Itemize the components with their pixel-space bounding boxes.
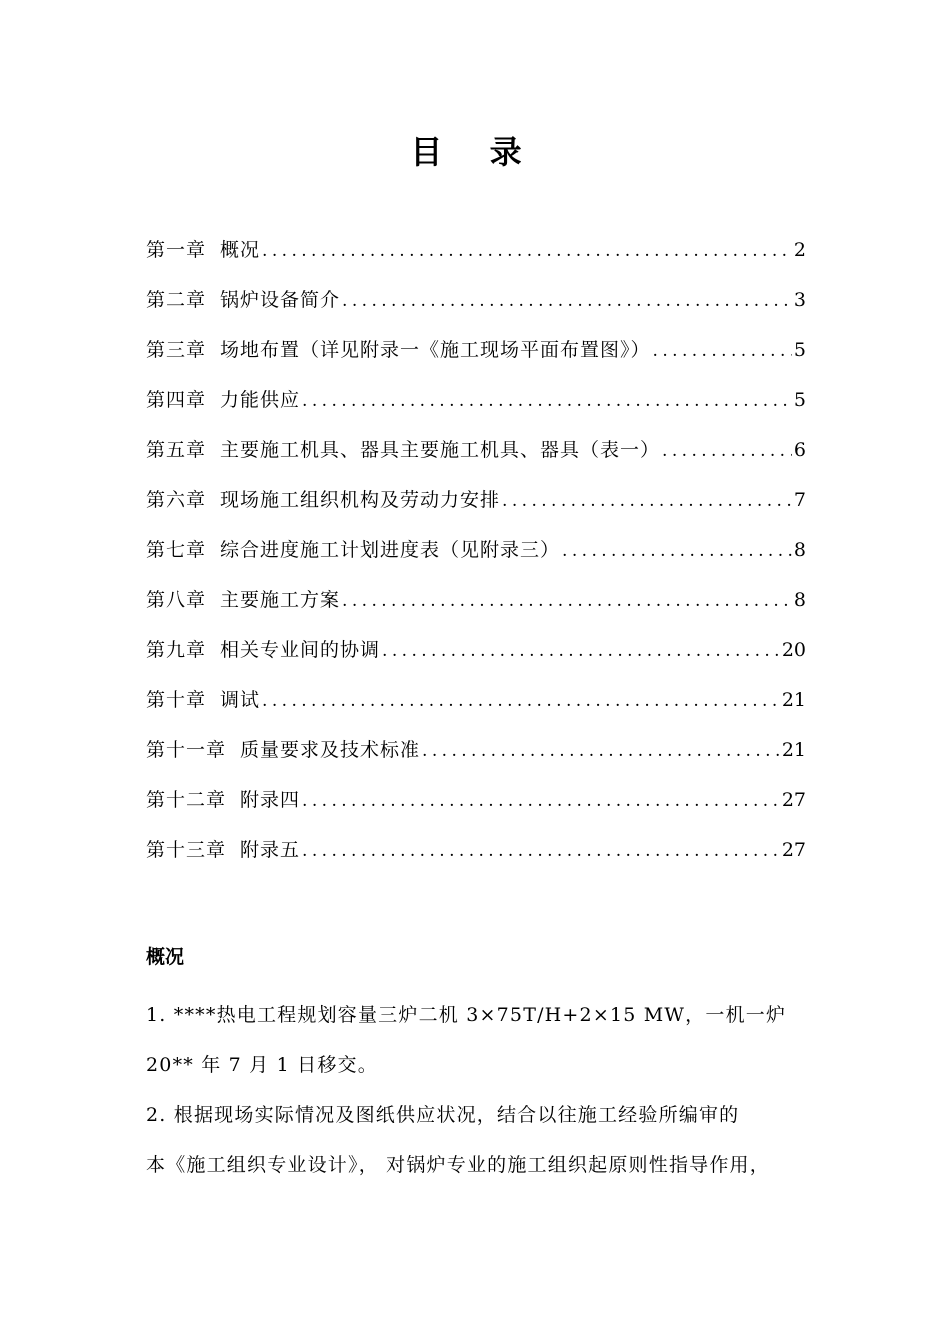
toc-dot-leader — [302, 384, 792, 418]
toc-dot-leader — [262, 684, 780, 718]
toc-dot-leader — [502, 484, 792, 518]
toc-entry[interactable] — [146, 583, 806, 633]
page-title: 目 录 — [410, 133, 540, 171]
toc-chapter-title: 调试 — [220, 689, 261, 711]
toc-chapter-number: 第十二章 — [146, 789, 227, 811]
toc-chapter-number: 第八章 — [146, 589, 207, 611]
toc-dot-leader — [562, 534, 792, 568]
toc-dot-leader — [302, 784, 780, 818]
paragraph — [146, 1095, 810, 1186]
toc-page-number: 21 — [781, 689, 806, 711]
toc-entry[interactable] — [146, 683, 806, 733]
toc-chapter-title: 主要施工方案 — [220, 589, 341, 611]
toc-page-number: 3 — [793, 289, 806, 311]
toc-chapter-number: 第二章 — [146, 289, 207, 311]
toc-page-number: 5 — [793, 339, 806, 361]
toc-entry[interactable] — [146, 733, 806, 783]
toc-chapter-number: 第十一章 — [146, 739, 227, 761]
toc-chapter-title: 力能供应 — [220, 389, 301, 411]
toc-entry[interactable] — [146, 333, 806, 383]
toc-chapter-title: 现场施工组织机构及劳动力安排 — [220, 489, 501, 511]
toc-chapter-number: 第十三章 — [146, 839, 227, 861]
toc-page-number: 27 — [781, 839, 806, 861]
toc-chapter-number: 第四章 — [146, 389, 207, 411]
section-body — [146, 995, 810, 1195]
toc-chapter-title: 综合进度施工计划进度表（见附录三） — [220, 539, 561, 561]
toc-entry[interactable] — [146, 233, 806, 283]
toc-dot-leader — [342, 584, 792, 618]
toc-entry[interactable] — [146, 833, 806, 883]
toc-entry[interactable] — [146, 533, 806, 583]
paragraph-line: 2. 根据现场实际情况及图纸供应状况，结合以往施工经验所编审的 — [146, 1104, 740, 1126]
toc-entry[interactable] — [146, 283, 806, 333]
toc-page-number: 2 — [793, 239, 806, 261]
toc-page-number: 27 — [781, 789, 806, 811]
toc-chapter-number: 第十章 — [146, 689, 207, 711]
paragraph-line: 本《施工组织专业设计》， 对锅炉专业的施工组织起原则性指导作用， — [146, 1154, 770, 1176]
toc-chapter-number: 第六章 — [146, 489, 207, 511]
paragraph-line: 1. ****热电工程规划容量三炉二机 3×75T/H+2×15 MW，一机一炉 — [146, 1004, 787, 1026]
toc-chapter-title: 主要施工机具、器具主要施工机具、器具（表一） — [220, 439, 661, 461]
toc-page-number: 8 — [793, 539, 806, 561]
paragraph-line: 20** 年 7 月 1 日移交。 — [146, 1054, 378, 1076]
toc-dot-leader — [382, 634, 780, 668]
toc-page-number: 5 — [793, 389, 806, 411]
toc-chapter-title: 相关专业间的协调 — [220, 639, 381, 661]
toc-page-number: 21 — [781, 739, 806, 761]
toc-page-number: 8 — [793, 589, 806, 611]
table-of-contents — [146, 233, 806, 883]
toc-page-number: 6 — [793, 439, 806, 461]
toc-dot-leader — [342, 284, 792, 318]
toc-page-number: 20 — [781, 639, 806, 661]
toc-chapter-number: 第九章 — [146, 639, 207, 661]
section-heading: 概况 — [146, 946, 185, 968]
toc-dot-leader — [422, 734, 780, 768]
toc-chapter-title: 锅炉设备简介 — [220, 289, 341, 311]
toc-dot-leader — [653, 334, 792, 368]
toc-entry[interactable] — [146, 783, 806, 833]
toc-chapter-title: 附录五 — [240, 839, 301, 861]
paragraph — [146, 995, 810, 1086]
toc-chapter-number: 第一章 — [146, 239, 207, 261]
toc-chapter-title: 场地布置（详见附录一《施工现场平面布置图》） — [220, 339, 651, 361]
toc-entry[interactable] — [146, 633, 806, 683]
toc-entry[interactable] — [146, 433, 806, 483]
toc-dot-leader — [262, 234, 792, 268]
toc-page-number: 7 — [793, 489, 806, 511]
toc-dot-leader — [302, 834, 780, 868]
toc-dot-leader — [662, 434, 792, 468]
toc-chapter-number: 第三章 — [146, 339, 207, 361]
toc-entry[interactable] — [146, 483, 806, 533]
toc-entry[interactable] — [146, 383, 806, 433]
toc-chapter-number: 第五章 — [146, 439, 207, 461]
toc-chapter-number: 第七章 — [146, 539, 207, 561]
toc-chapter-title: 质量要求及技术标准 — [240, 739, 421, 761]
toc-chapter-title: 概况 — [220, 239, 261, 261]
toc-chapter-title: 附录四 — [240, 789, 301, 811]
